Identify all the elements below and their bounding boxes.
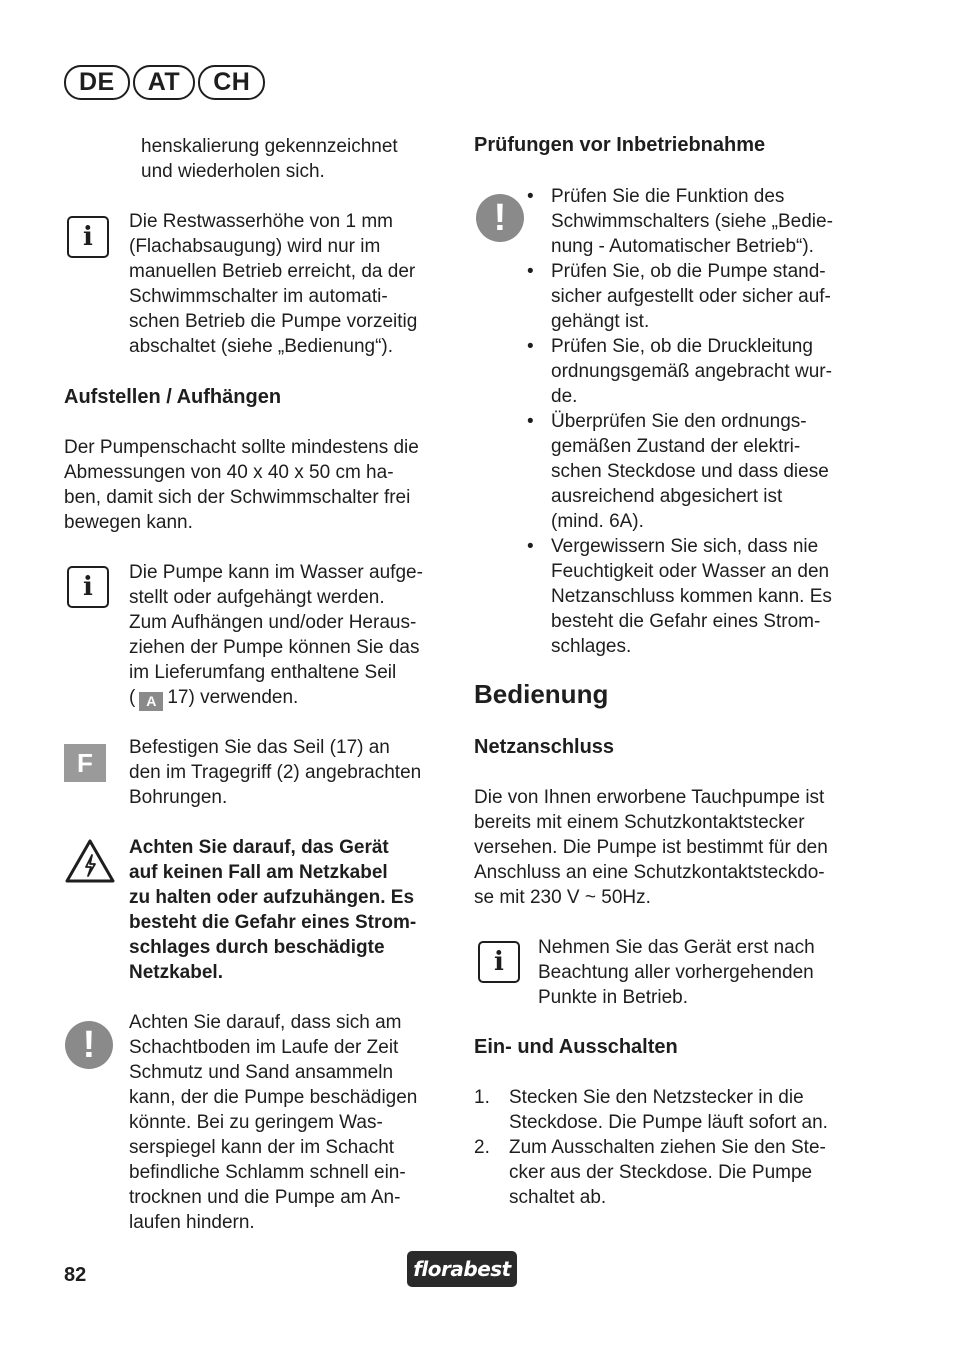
text-line: • Prüfen Sie die Funktion des xyxy=(551,186,785,207)
caution-dirt xyxy=(129,1010,417,1235)
note-residual-water xyxy=(129,209,417,359)
figure-a-icon: A xyxy=(139,692,163,711)
text-line: henskalierung gekennzeichnet xyxy=(141,136,398,157)
text-line: cker aus der Steckdose. Die Pumpe xyxy=(509,1162,813,1183)
badge-at[interactable]: AT xyxy=(133,65,195,100)
text-line: • Vergewissern Sie sich, dass nie xyxy=(551,536,819,557)
heading-setup: Aufstellen / Aufhängen xyxy=(64,386,282,408)
text-line: besteht die Gefahr eines Strom- xyxy=(551,611,821,632)
warning-cable xyxy=(129,835,416,985)
step-rope xyxy=(129,735,421,810)
text-line: Die von Ihnen erworbene Tauchpumpe ist xyxy=(474,787,825,808)
reference-text: 17) verwenden. xyxy=(167,687,299,708)
text-line: gehängt ist. xyxy=(551,311,650,332)
list-item xyxy=(551,334,871,409)
text-line: nung - Automatischer Betrieb“). xyxy=(551,236,814,257)
text-line: Nehmen Sie das Gerät erst nach xyxy=(538,937,815,958)
paren-open: ( xyxy=(129,687,136,708)
text-line: laufen hindern. xyxy=(129,1212,255,1233)
info-icon: i xyxy=(67,216,109,258)
text-line: versehen. Die Pumpe ist bestimmt für den xyxy=(474,837,828,858)
text-line: Punkte in Betrieb. xyxy=(538,987,688,1008)
country-badges xyxy=(64,65,265,100)
exclamation-icon: ! xyxy=(65,1021,113,1069)
text-line: ordnungsgemäß angebracht wur- xyxy=(551,361,832,382)
text-line: schen Betrieb die Pumpe vorzeitig xyxy=(129,311,418,332)
text-line: se mit 230 V ~ 50Hz. xyxy=(474,887,651,908)
heading-mains: Netzanschluss xyxy=(474,736,615,758)
text-line: Die Restwasserhöhe von 1 mm xyxy=(129,211,393,232)
florabest-logo xyxy=(407,1251,517,1287)
text-line: Feuchtigkeit oder Wasser an den xyxy=(551,561,830,582)
text-line: Schwimmschalters (siehe „Bedie- xyxy=(551,211,833,232)
text-line: kann, der die Pumpe beschädigen xyxy=(129,1087,418,1108)
info-icon: i xyxy=(478,941,520,983)
text-line: zu halten oder aufzuhängen. Es xyxy=(129,887,415,908)
step-number: 2. xyxy=(474,1137,490,1158)
text-line: ausreichend abgesichert ist xyxy=(551,486,783,507)
text-line: • Prüfen Sie, ob die Druckleitung xyxy=(551,336,813,357)
badge-ch[interactable]: CH xyxy=(198,65,265,100)
checks-list xyxy=(551,184,871,659)
text-line: Achten Sie darauf, dass sich am xyxy=(129,1012,402,1033)
text-line: bereits mit einem Schutzkontaktstecker xyxy=(474,812,805,833)
electric-warning-icon xyxy=(64,838,116,884)
page-number: 82 xyxy=(64,1264,87,1286)
text-line: schen Steckdose und dass diese xyxy=(551,461,829,482)
text-line: gemäßen Zustand der elektri- xyxy=(551,436,801,457)
text-line: schaltet ab. xyxy=(509,1187,607,1208)
text-line: Abmessungen von 40 x 40 x 50 cm ha- xyxy=(64,462,394,483)
text-line: Zum Aufhängen und/oder Heraus- xyxy=(129,612,417,633)
text-line xyxy=(129,685,423,711)
text-line: Die Pumpe kann im Wasser aufge- xyxy=(129,562,423,583)
text-line: schlages durch beschädigte xyxy=(129,937,385,958)
text-line: • Überprüfen Sie den ordnungs- xyxy=(551,411,807,432)
text-line: serspiegel kann der im Schacht xyxy=(129,1137,395,1158)
mains-paragraph xyxy=(474,785,828,910)
text-line: könnte. Bei zu geringem Was- xyxy=(129,1112,383,1133)
text-line: Netzanschluss kommen kann. Es xyxy=(551,586,832,607)
text-line: (Flachabsaugung) wird nur im xyxy=(129,236,381,257)
exclamation-icon: ! xyxy=(476,194,524,242)
text-line: auf keinen Fall am Netzkabel xyxy=(129,862,388,883)
text-line: Netzkabel. xyxy=(129,962,223,983)
text-line: besteht die Gefahr eines Strom- xyxy=(129,912,417,933)
text-line: ben, damit sich der Schwimmschalter frei xyxy=(64,487,411,508)
f-icon: F xyxy=(64,744,106,782)
intro-paragraph xyxy=(141,134,398,184)
note-hanging xyxy=(129,560,423,711)
text-line: stellt oder aufgehängt werden. xyxy=(129,587,385,608)
list-item xyxy=(474,1135,869,1210)
brand-text: florabest xyxy=(413,1257,511,1281)
text-line: Achten Sie darauf, das Gerät xyxy=(129,837,389,858)
badge-de[interactable]: DE xyxy=(64,65,130,100)
text-line: de. xyxy=(551,386,578,407)
text-line: (mind. 6A). xyxy=(551,511,644,532)
text-line: • Prüfen Sie, ob die Pumpe stand- xyxy=(551,261,826,282)
shaft-paragraph xyxy=(64,435,419,535)
text-line: manuellen Betrieb erreicht, da der xyxy=(129,261,416,282)
text-line: abschaltet (siehe „Bedienung“). xyxy=(129,336,394,357)
list-item xyxy=(551,184,871,259)
text-line: Beachtung aller vorhergehenden xyxy=(538,962,814,983)
list-item xyxy=(551,409,871,534)
text-line: Der Pumpenschacht sollte mindestens die xyxy=(64,437,419,458)
step-number: 1. xyxy=(474,1087,490,1108)
text-line: sicher aufgestellt oder sicher auf- xyxy=(551,286,831,307)
text-line: trocknen und die Pumpe am An- xyxy=(129,1187,401,1208)
text-line: bewegen kann. xyxy=(64,512,193,533)
text-line: Schmutz und Sand ansammeln xyxy=(129,1062,394,1083)
list-item xyxy=(551,534,871,659)
text-line: den im Tragegriff (2) angebrachten xyxy=(129,762,422,783)
text-line: und wiederholen sich. xyxy=(141,161,325,182)
list-item xyxy=(551,259,871,334)
info-icon: i xyxy=(67,566,109,608)
text-line: im Lieferumfang enthaltene Seil xyxy=(129,662,397,683)
text-line: befindliche Schlamm schnell ein- xyxy=(129,1162,406,1183)
heading-onoff: Ein- und Ausschalten xyxy=(474,1036,678,1058)
text-line: Schachtboden im Laufe der Zeit xyxy=(129,1037,399,1058)
text-line: Anschluss an eine Schutzkontaktsteckdo- xyxy=(474,862,825,883)
text-line: Schwimmschalter im automati- xyxy=(129,286,388,307)
text-line: ziehen der Pumpe können Sie das xyxy=(129,637,420,658)
text-line: Befestigen Sie das Seil (17) an xyxy=(129,737,390,758)
heading-operation: Bedienung xyxy=(474,679,609,709)
text-line: schlages. xyxy=(551,636,632,657)
text-line: Bohrungen. xyxy=(129,787,228,808)
note-operation xyxy=(538,935,815,1010)
heading-checks: Prüfungen vor Inbetriebnahme xyxy=(474,134,766,156)
onoff-steps xyxy=(474,1085,869,1210)
text-line: Stecken Sie den Netzstecker in die xyxy=(509,1087,804,1108)
list-item xyxy=(474,1085,869,1135)
text-line: Steckdose. Die Pumpe läuft sofort an. xyxy=(509,1112,828,1133)
text-line: Zum Ausschalten ziehen Sie den Ste- xyxy=(509,1137,826,1158)
